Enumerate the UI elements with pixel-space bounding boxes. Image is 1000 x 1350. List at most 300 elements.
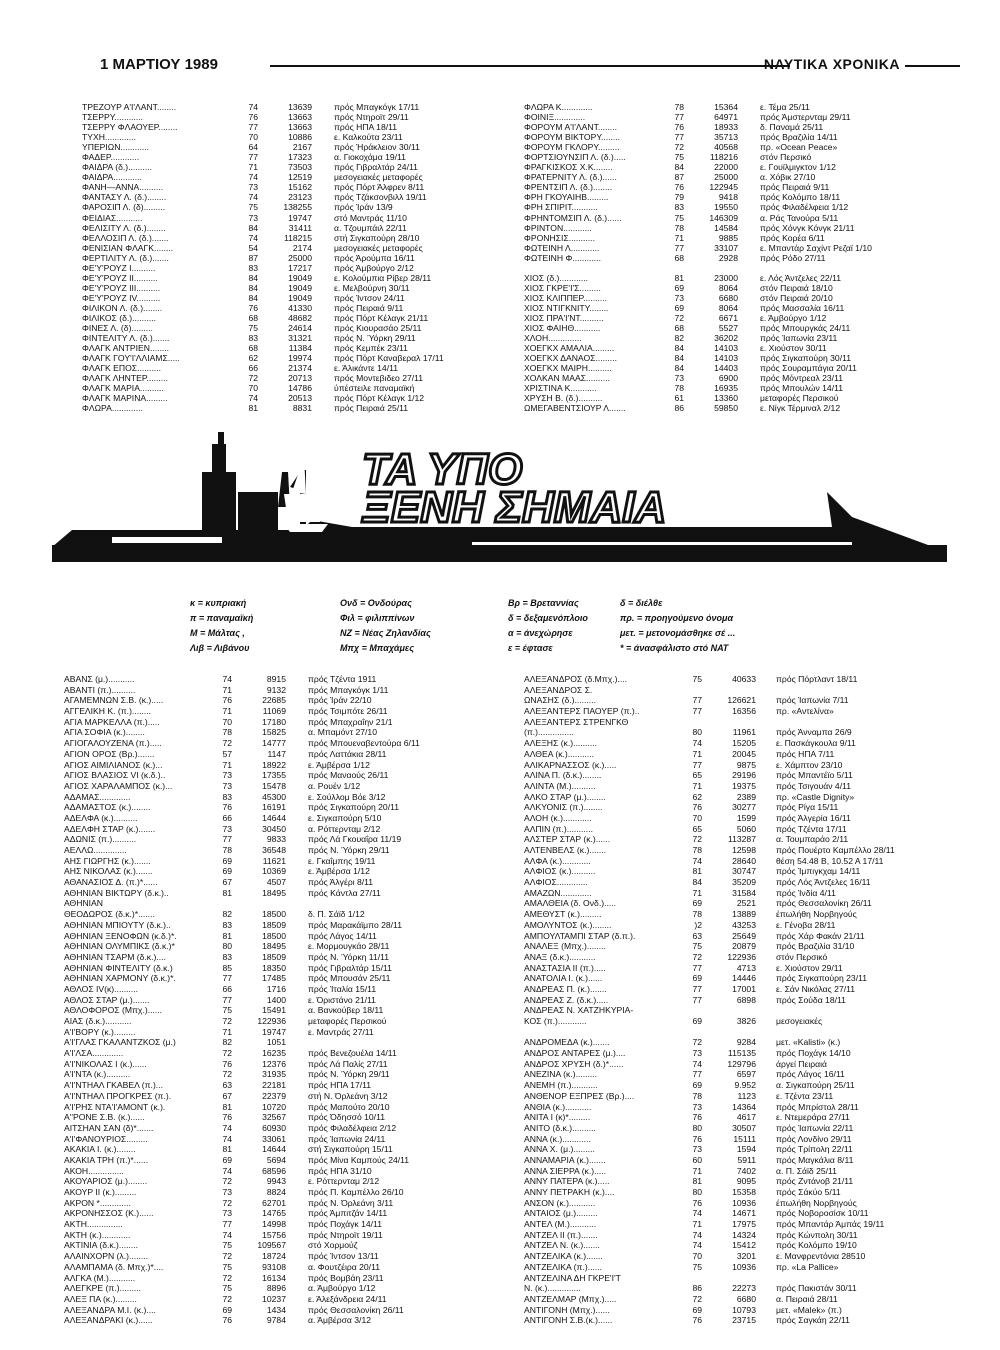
ship-status xyxy=(756,1005,916,1016)
ship-entry-row xyxy=(524,760,916,771)
build-year: 82 xyxy=(222,909,232,920)
ship-entry-row xyxy=(524,313,900,323)
ship-entry-row xyxy=(82,213,474,223)
ship-name: Α''ΡΟΝΕ Σ.Β. (κ.)...... xyxy=(64,1112,145,1123)
ship-status: πρός Λά Παλίς 27/11 xyxy=(308,1058,388,1069)
build-year: 69 xyxy=(222,1154,232,1165)
tonnage: 7402 xyxy=(736,1165,756,1176)
ship-entry-row xyxy=(82,313,474,323)
ship-name: ΑΓΑΜΕΜΝΩΝ Σ.Β. (κ.)..... xyxy=(64,695,164,706)
tonnage: 19550 xyxy=(714,202,738,213)
ship-name: ΑΒΑΝΤΙ (π.).......... xyxy=(64,684,136,695)
ship-status: ε. Κολούμπια Ρίβερ 28/11 xyxy=(334,272,432,283)
legend-item: δ = δεξαμενόπλοιο xyxy=(508,613,588,623)
tonnage: 11621 xyxy=(262,855,286,866)
ship-name: Α'Ι'ΒΟΡΥ (κ.)......... xyxy=(64,1026,136,1037)
ship-status: ε. Άμβέρσα 1/12 xyxy=(308,866,370,877)
tonnage: 5527 xyxy=(718,323,738,334)
tonnage: 14364 xyxy=(732,1101,756,1112)
build-year: 74 xyxy=(222,1229,232,1240)
ship-status: πρός Τζέντα 17/11 xyxy=(776,823,847,834)
ship-name: ΦΑΝΗ—ΑΝΝΑ.......... xyxy=(82,182,164,193)
tonnage: 9833 xyxy=(266,834,286,845)
ship-entry-row xyxy=(64,1198,458,1209)
legend-item: * = άνασφάλιστο στό ΝΑΤ xyxy=(620,643,729,653)
build-year: 75 xyxy=(248,323,258,334)
build-year xyxy=(674,685,702,696)
tonnage: 118216 xyxy=(709,152,738,163)
build-year: 77 xyxy=(222,1219,232,1230)
ship-status: ύπέστειλε παναμαϊκή xyxy=(334,383,415,394)
ship-status: α. Π. Σάϊδ 25/11 xyxy=(776,1165,837,1176)
ship-status: πρός Μαναούς 26/11 xyxy=(308,770,389,781)
ship-name: ΑΘΑΝΑΣΙΟΣ Δ. (π.)*...... xyxy=(64,877,158,888)
ship-list-top-left xyxy=(82,102,474,413)
build-year: 82 xyxy=(674,333,684,344)
tonnage: 9132 xyxy=(266,684,286,695)
tonnage: 9418 xyxy=(718,192,738,203)
ship-status: πρός Σιγκαπούρη 30/11 xyxy=(760,353,852,364)
tonnage: 16191 xyxy=(262,802,286,813)
tonnage: 4713 xyxy=(736,962,756,973)
ship-entry-row xyxy=(524,963,916,974)
ship-entry-row xyxy=(64,1155,458,1166)
ship-entry-row xyxy=(64,749,458,760)
tonnage: 30507 xyxy=(732,1122,756,1133)
ship-name: ΑΛΚΟ ΣΤΑΡ (μ.)........ xyxy=(524,791,606,802)
ship-status: έπωλήθη Νορβηγούς xyxy=(776,1197,857,1208)
tonnage: 11384 xyxy=(288,343,312,354)
ship-status: μεσογειακές μεταφορές xyxy=(334,172,423,183)
build-year: 83 xyxy=(674,202,684,213)
ship-status: στό Χορμούζ xyxy=(308,1240,358,1251)
tonnage: 45300 xyxy=(262,791,286,802)
ship-name: ΑΜΟΛΥΝΤΟΣ (κ.)........ xyxy=(524,919,612,930)
ship-status xyxy=(286,898,458,909)
ship-entry-row xyxy=(64,1315,458,1326)
ship-status: πρός Λά Γκουαΐρα 11/19 xyxy=(308,834,402,845)
ship-status: πρός Τσιμπότε 26/11 xyxy=(308,706,388,717)
tonnage: 4617 xyxy=(736,1112,756,1123)
ship-entry-row xyxy=(82,283,474,293)
ship-name: ΑΝΤΖΕΛ Ν. (κ.)....... xyxy=(524,1240,600,1251)
ship-status: πρός ΗΠΑ 7/11 xyxy=(776,748,835,759)
ship-name: ΑΝΝΑΜΑΡΙΑ (κ.)....... xyxy=(524,1154,606,1165)
ship-entry-row xyxy=(524,343,900,353)
ship-name: ΑΛΕΞΑΝΔΡΑ Μ.Ι. (κ.).... xyxy=(64,1304,156,1315)
ship-status: α. Ράς Τανούρα 5/11 xyxy=(760,212,839,223)
ship-name: ΑΛΤΕΝΒΕΛΣ (κ.)....... xyxy=(524,845,607,855)
build-year: 66 xyxy=(222,812,232,823)
tonnage: 1716 xyxy=(266,983,286,994)
ship-entry-row xyxy=(524,1144,916,1155)
tonnage: 146309 xyxy=(709,212,738,223)
tonnage: 5694 xyxy=(266,1154,286,1165)
build-year: )2 xyxy=(694,919,702,930)
ship-name: ΦΟΡΟΥΜ ΓΚΛΟΡΥ......... xyxy=(524,142,620,153)
ship-status: πρός Κολόμπο 18/11 xyxy=(760,192,841,203)
tonnage: 19747 xyxy=(288,212,312,223)
build-year: 60 xyxy=(692,1154,702,1165)
build-year: 71 xyxy=(222,684,232,695)
tonnage: 14671 xyxy=(732,1208,756,1219)
ship-name: ΑΓΙΟΣ ΒΛΑΣΙΟΣ VI (κ.δ.).. xyxy=(64,770,166,781)
ship-entry-row xyxy=(524,323,900,333)
build-year: 78 xyxy=(222,727,232,738)
build-year: 80 xyxy=(222,941,232,952)
ship-status: πρός Ίντσον 24/11 xyxy=(334,292,405,303)
ship-entry-row xyxy=(64,995,458,1006)
build-year: 76 xyxy=(692,802,702,813)
build-year: 86 xyxy=(692,1283,702,1294)
ship-status: πρ. «Αντελίνα» xyxy=(776,706,834,717)
ship-entry-row xyxy=(524,898,916,909)
ship-name: ΑΓΙΟΝ ΟΡΟΣ (Βρ.)....... xyxy=(64,748,155,759)
ship-entry-row xyxy=(524,303,900,313)
ship-entry-row xyxy=(524,1059,916,1070)
ship-status: πρός Ρίγα 15/11 xyxy=(776,802,839,813)
ship-status: πρός Μόντρεαλ 23/11 xyxy=(760,373,843,384)
tonnage: 22000 xyxy=(714,162,738,173)
ship-name: Ν. (κ.).............. xyxy=(524,1283,581,1294)
ship-name: ΦΙΝΤΕΛΙΤΥ Λ. (δ.)....... xyxy=(82,333,170,344)
ship-name: Α'Ι'ΡΗΣ ΝΤΑ'Ι'ΑΜΟΝΤ (κ.). xyxy=(64,1101,166,1112)
ship-entry-row xyxy=(524,995,916,1006)
ship-name: ΑΝΤΖΕΛΙΝΑ ΔΗ ΓΚΡΕ'Ι'Τ xyxy=(524,1272,621,1283)
ship-name: ΑΝΙΤΟ (δ.κ.).......... xyxy=(524,1122,596,1133)
ship-status: ε. Γκαΐμπης 19/11 xyxy=(308,855,376,866)
ship-status: πρός Πόρτ Κέλαγκ 21/11 xyxy=(334,312,429,323)
ship-name: ΑΘΗΝΙΑΝ ΜΠΙΟΥΤΥ (δ.κ.).. xyxy=(64,919,171,930)
build-year: 86 xyxy=(674,403,684,414)
tonnage: 30450 xyxy=(262,823,286,834)
tonnage: 10237 xyxy=(262,1293,286,1304)
ship-name: ΑΔΕΛΦΑ (κ.).......... xyxy=(64,812,138,823)
ship-status: μεταφορές Περσικού xyxy=(308,1016,387,1026)
tonnage: 30747 xyxy=(732,866,756,877)
tonnage: 48682 xyxy=(288,312,312,323)
tonnage: 20879 xyxy=(732,941,756,952)
tonnage: 1594 xyxy=(736,1144,756,1155)
build-year: 70 xyxy=(692,1251,702,1262)
ship-entry-row xyxy=(64,898,458,909)
build-year: 81 xyxy=(222,930,232,941)
build-year: 72 xyxy=(222,738,232,749)
ship-name: ΧΙΟΣ ΓΚΡΕ'Ι'Σ......... xyxy=(524,282,601,293)
ship-entry-row xyxy=(82,233,474,243)
build-year: 72 xyxy=(692,1037,702,1048)
ship-name: ΑΘΗΝΙΑΝ ΞΕΝΟΦΩΝ (κ.δ.)*. xyxy=(64,930,177,941)
ship-entry-row xyxy=(64,931,458,942)
ship-status xyxy=(756,685,916,696)
ship-status: πρός Μπαντάρ Άμπάς 19/11 xyxy=(776,1219,885,1230)
ship-entry-row xyxy=(64,920,458,931)
ship-name: ΑΛΙΝΑ Π. (δ.κ.)........ xyxy=(524,770,602,781)
ship-name: ΦΛΩΡΑ............. xyxy=(82,403,143,414)
ship-entry-row xyxy=(524,1123,916,1134)
ship-name: ΦΟΡΤΣΙΟΥΝΣΙΠ Λ. (δ.)..... xyxy=(524,152,626,163)
ship-name: Α'Ι'ΝΤΗΑΛ ΠΡΟΓΚΡΕΣ (π.). xyxy=(64,1090,172,1101)
tonnage: 17001 xyxy=(732,983,756,994)
build-year: 83 xyxy=(222,791,232,802)
ship-entry-row xyxy=(82,273,474,283)
build-year xyxy=(674,1027,702,1038)
ship-entry-row xyxy=(64,802,458,813)
ship-status: πρός ΗΠΑ 17/11 xyxy=(308,1080,372,1091)
build-year: 69 xyxy=(674,282,684,293)
ship-entry-row xyxy=(524,717,916,728)
ship-name: ΧΙΟΣ ΝΤΙΓΚΝΙΤΥ........ xyxy=(524,302,609,313)
build-year: 71 xyxy=(692,887,702,898)
ship-name: ΑΝΔΡΕΑΣ Π. (κ.)....... xyxy=(524,983,607,994)
ship-name: Α'Ι'ΛΣΑ............. xyxy=(64,1048,124,1059)
ship-entry-row xyxy=(524,1230,916,1241)
ship-status: πρός Ίράν 13/9 xyxy=(334,202,393,213)
tonnage: 2167 xyxy=(292,142,312,153)
ship-status: πρός Πειραιά 25/11 xyxy=(334,403,409,414)
ship-name: ΑΝΔΡΕΑΣ Ν. ΧΑΤΖΗΚΥΡΙΑ- xyxy=(524,1005,634,1016)
tonnage: 10369 xyxy=(262,866,286,877)
ship-name: ΦΙΛΙΚΟΣ (δ.).......... xyxy=(82,312,156,323)
ship-entry-row xyxy=(524,674,916,685)
tonnage: 122936 xyxy=(727,951,756,962)
tonnage: 9875 xyxy=(736,759,756,770)
ship-name: ΦΡΗΝΤΟΜΣΙΠ Λ. (δ.)...... xyxy=(524,212,622,223)
build-year: 72 xyxy=(222,1197,232,1208)
build-year: 82 xyxy=(222,1037,232,1048)
build-year: 77 xyxy=(692,962,702,973)
ship-name: ΑΗΣ ΓΙΩΡΓΗΣ (κ.)....... xyxy=(64,855,151,866)
tonnage: 20045 xyxy=(732,748,756,759)
ship-name: ΑΝΤΖΕΛΙΚΑ (κ.)....... xyxy=(524,1251,603,1262)
tonnage: 19375 xyxy=(732,780,756,791)
ship-status: ε. Μελβούρνη 30/11 xyxy=(334,282,410,293)
build-year: 74 xyxy=(248,192,258,203)
build-year: 75 xyxy=(692,1261,702,1272)
ship-name: ΑΘΗΝΙΑΝ ΒΙΚΤΩΡΥ (δ.κ.).. xyxy=(64,887,169,898)
ship-name: ΑΛΦΑ (κ.)............ xyxy=(524,855,591,866)
ship-entry-row xyxy=(82,112,474,122)
legend-item: Λιβ = Λιβάνου xyxy=(190,643,250,653)
ship-entry-row xyxy=(82,323,474,333)
build-year: 70 xyxy=(222,716,232,727)
header-rule xyxy=(270,65,790,67)
ship-entry-row xyxy=(524,383,900,393)
ship-name: ΑΓΙΟΣ ΑΙΜΙΛΙΑΝΟΣ (κ.)... xyxy=(64,759,163,770)
build-year: 76 xyxy=(692,1133,702,1144)
tonnage: 11069 xyxy=(262,706,286,717)
ship-status: ε. Ντεμεράρα 27/11 xyxy=(776,1112,850,1123)
tonnage xyxy=(702,1005,756,1016)
build-year: 77 xyxy=(674,242,684,253)
ship-status: μεσογειακές xyxy=(776,1016,823,1026)
ship-name: ΑΝΝΥ ΠΕΤΡΑΚΗ (κ.).... xyxy=(524,1187,615,1197)
build-year: 71 xyxy=(692,1219,702,1230)
build-year: 68 xyxy=(674,252,684,263)
ship-status: ε. Πασκάγκουλα 9/11 xyxy=(776,738,856,749)
ship-name: ΑΛΕΓΚΡΕ (π.)......... xyxy=(64,1283,142,1294)
ship-entry-row xyxy=(64,727,458,738)
ship-status: μετ. «Malek» (π.) xyxy=(776,1304,842,1315)
ship-name: ΑΛΦΙΟΣ (κ.).......... xyxy=(524,866,596,877)
tonnage: 13663 xyxy=(288,122,312,133)
ship-status: πρός Φιλαδέλφεια 2/12 xyxy=(308,1122,397,1133)
ship-entry-row xyxy=(524,1262,916,1273)
tonnage: 60930 xyxy=(262,1122,286,1133)
build-year: 69 xyxy=(692,1016,702,1026)
ship-name: ΦΡΑΓΚΙΣΚΟΣ Χ.Κ........ xyxy=(524,162,613,173)
ship-name: Α'Ι'ΝΤΑ (κ.).......... xyxy=(64,1069,131,1080)
ship-entry-row xyxy=(64,1080,458,1091)
tonnage: 15478 xyxy=(262,780,286,791)
ship-entry-row xyxy=(524,749,916,760)
build-year: 75 xyxy=(222,1005,232,1016)
tonnage: 15205 xyxy=(732,738,756,749)
tonnage: 19747 xyxy=(262,1026,286,1037)
build-year: 77 xyxy=(692,706,702,717)
tonnage: 30277 xyxy=(732,802,756,813)
tonnage: 8824 xyxy=(266,1187,286,1197)
ship-status: πρός Άμβούργο 2/12 xyxy=(334,262,414,273)
build-year: 70 xyxy=(248,132,258,143)
ship-name: ΑΙΑΣ (δ.κ.)........... xyxy=(64,1016,132,1026)
build-year: 84 xyxy=(248,282,258,293)
ship-status: α. Άμβούργο 1/12 xyxy=(308,1283,376,1294)
tonnage: 33107 xyxy=(714,242,738,253)
tonnage: 68596 xyxy=(262,1165,286,1176)
tonnage: 1051 xyxy=(266,1037,286,1048)
tonnage: 122945 xyxy=(709,182,738,193)
build-year: 76 xyxy=(248,112,258,123)
ship-entry-row xyxy=(64,1059,458,1070)
tonnage: 17485 xyxy=(262,973,286,984)
build-year: 61 xyxy=(674,393,684,404)
build-year: 75 xyxy=(222,1283,232,1294)
ship-name: ΦΡΟΝΗΣΙΣ........... xyxy=(524,232,595,243)
ship-name: ΘΕΟΔΩΡΟΣ (δ.κ.)*....... xyxy=(64,909,155,920)
build-year: 81 xyxy=(692,866,702,877)
ship-entry-row xyxy=(524,243,900,253)
build-year: 71 xyxy=(248,162,258,173)
ship-name: ΑΓΙΟΓΑΛΟΥΖΕΝΑ (π.)..... xyxy=(64,738,162,749)
ship-entry-row xyxy=(524,363,900,373)
tonnage: 18350 xyxy=(262,962,286,973)
ship-name: ΑΛΙΝΤΑ (Μ.).......... xyxy=(524,780,596,791)
build-year: 68 xyxy=(248,312,258,323)
tonnage: 109567 xyxy=(257,1240,286,1251)
ship-entry-row xyxy=(524,253,900,263)
build-year: 75 xyxy=(692,941,702,952)
ship-name: ΦΩΤΕΙΝΗ Φ............ xyxy=(524,252,601,263)
ship-entry-row xyxy=(524,1005,916,1016)
tonnage: 25649 xyxy=(732,930,756,941)
ship-name: ΑΜΑΖΩΝ............. xyxy=(524,887,592,898)
ship-entry-row xyxy=(82,162,474,172)
ship-name: ΧΟΛΚΑΝ ΜΑΑΣ.......... xyxy=(524,373,610,384)
tonnage: 40633 xyxy=(732,674,756,684)
ship-entry-row xyxy=(524,142,900,152)
tonnage: 14584 xyxy=(714,222,738,233)
ship-name: ΦΡΕΝΤΣΙΠ Λ. (δ.)........ xyxy=(524,182,613,193)
ship-status: πρός Πόρτ Άλφρεν 8/11 xyxy=(334,182,425,193)
ship-name: ΑΛΕΞΑΝΔΡΑΚΙ (κ.)...... xyxy=(64,1315,153,1326)
tonnage: 2174 xyxy=(292,242,312,253)
tonnage: 15412 xyxy=(732,1240,756,1251)
ship-status: πρός Λός Άντζελες 16/11 xyxy=(776,877,871,888)
tonnage: 93108 xyxy=(262,1261,286,1272)
ship-entry-row xyxy=(64,856,458,867)
tonnage: 6680 xyxy=(718,292,738,303)
ship-status: πρός Ήράκλειον 30/11 xyxy=(334,142,420,153)
tonnage: 8896 xyxy=(266,1283,286,1294)
build-year: 80 xyxy=(692,1122,702,1133)
build-year: 72 xyxy=(248,373,258,384)
ship-entry-row xyxy=(64,813,458,824)
legend-item: ε = έφτασε xyxy=(508,643,553,653)
ship-entry-row xyxy=(524,223,900,233)
build-year: 54 xyxy=(248,242,258,253)
legend-item: Μπχ = Μπαχάμες xyxy=(340,643,415,653)
ship-name: ΦΛΑΓΚ ΛΗΝΤΕΡ......... xyxy=(82,373,168,384)
ship-name: ΑΔΑΜΑΣ............. xyxy=(64,791,131,802)
ship-status: άργεί Πειραιά xyxy=(776,1058,827,1069)
ship-status: ε. Μπαντάρ Σαχίντ Ρεζαϊ 1/10 xyxy=(760,242,872,253)
ship-name: ΑΛΕΞΑΝΤΕΡΣ ΠΑΟΥΕΡ (π.).. xyxy=(524,706,640,717)
ship-status: πρός Σιγκαπούρη 23/11 xyxy=(776,973,868,984)
ship-status: πρός Σιγκαπούρη 20/11 xyxy=(308,802,400,813)
tonnage: 18922 xyxy=(262,759,286,770)
ship-name: ΦΑΙΔΡΑ (δ.).......... xyxy=(82,162,152,173)
ship-status: πρός Χόνγκ Κόνγκ 21/11 xyxy=(760,222,855,233)
build-year: 80 xyxy=(692,727,702,738)
ship-entry-row xyxy=(64,1230,458,1241)
ship-status: ε. Σιγκαπούρη 5/10 xyxy=(308,812,382,823)
ship-entry-row xyxy=(82,333,474,343)
ship-name: ΦΟΡΟΥΜ ΒΙΚΤΟΡΥ........ xyxy=(524,132,621,143)
build-year: 73 xyxy=(692,1048,702,1059)
tonnage xyxy=(702,1273,756,1284)
ship-entry-row xyxy=(524,1187,916,1198)
build-year: 73 xyxy=(248,212,258,223)
ship-status: ε. Γουϊλμιγκτον 1/12 xyxy=(760,162,836,173)
ship-entry-row xyxy=(524,1112,916,1123)
ship-name: ΦΛΑΓΚ ΜΑΡΙΑ.......... xyxy=(82,383,164,394)
tonnage: 3201 xyxy=(736,1251,756,1262)
ship-status: πρός Σαγκάη 22/11 xyxy=(776,1315,850,1326)
build-year: 74 xyxy=(222,1165,232,1176)
tonnage: 25000 xyxy=(288,252,312,263)
ship-status: ε. Λός Άντζελες 22/11 xyxy=(760,272,842,283)
build-year: 77 xyxy=(248,122,258,133)
build-year: 68 xyxy=(674,323,684,334)
legend-item: α = άνεχώρησε xyxy=(508,628,573,638)
ship-entry-row xyxy=(82,343,474,353)
ship-status: μεσογειακές μεταφορές xyxy=(334,242,423,253)
legend-item: Φιλ = φιλιππίνων xyxy=(340,613,415,623)
build-year: 74 xyxy=(248,232,258,243)
tonnage: 138255 xyxy=(283,202,312,213)
ship-status: πρός Όδησσό 10/11 xyxy=(308,1112,385,1123)
ship-entry-row xyxy=(64,1005,458,1016)
ship-entry-row xyxy=(524,353,900,363)
tonnage: 28640 xyxy=(732,855,756,866)
ship-name: ΑΔΩΝΙΣ (π.).......... xyxy=(64,834,137,845)
tonnage: 15111 xyxy=(733,1133,756,1144)
ship-entry-row xyxy=(524,333,900,343)
ship-name: ΦΑΝΤΑΣΥ Λ. (δ.)........ xyxy=(82,192,167,203)
tonnage: 1123 xyxy=(737,1090,756,1101)
build-year: 78 xyxy=(674,383,684,394)
